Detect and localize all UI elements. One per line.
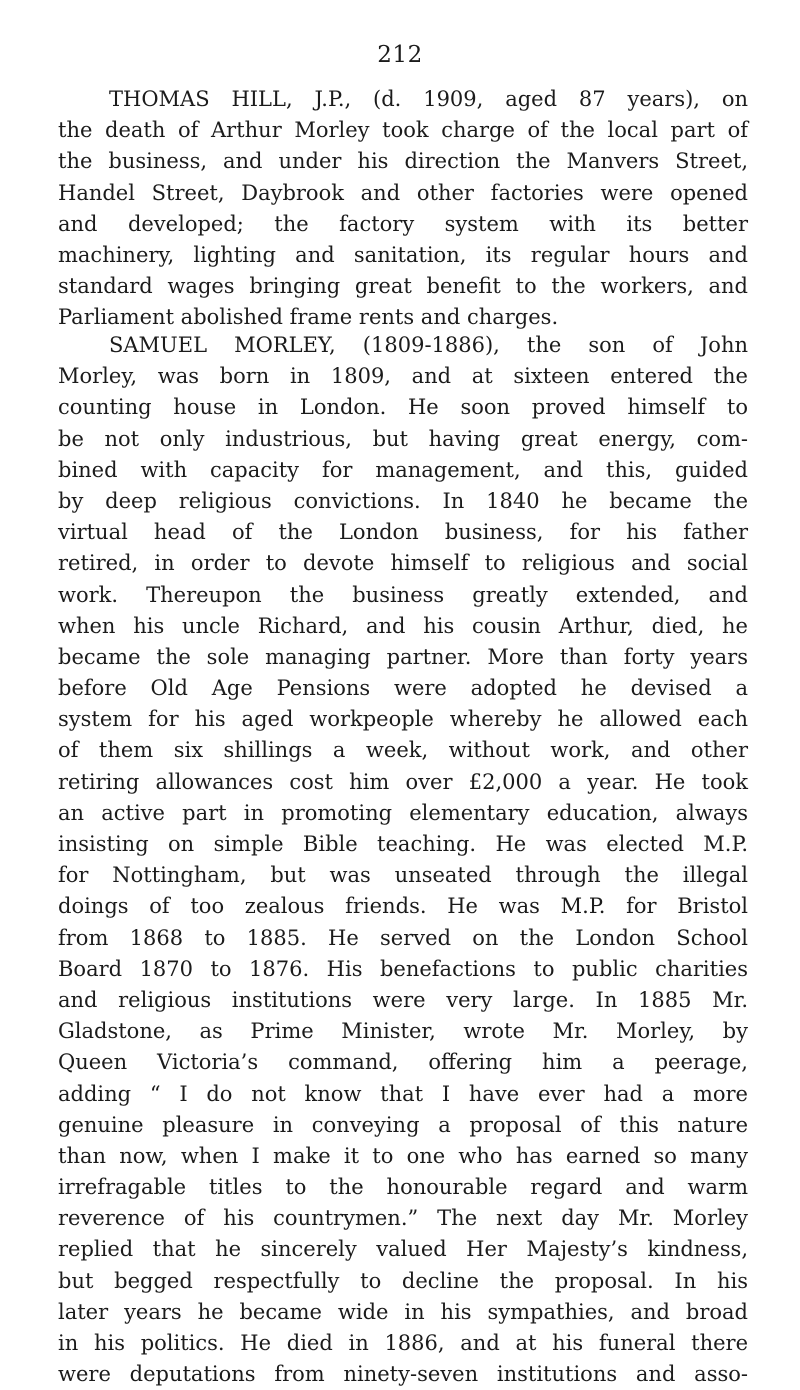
text-line: before Old Age Pensions were adopted he devised a [58, 676, 748, 701]
text-line: SAMUEL MORLEY, (1809-1886), the son of John [109, 333, 748, 357]
text-line: virtual head of the London business, for his father [58, 520, 748, 545]
text-line: bined with capacity for management, and this, guided [58, 457, 748, 482]
text-line: for Nottingham, but was unseated through the illegal [58, 863, 748, 888]
text-line: retiring allowances cost him over £2,000 a year. He took [58, 769, 748, 794]
text-line: insisting on simple Bible teaching. He was elected M.P. [58, 832, 748, 856]
text-line: by deep religious convictions. In 1840 he became the [58, 488, 748, 513]
text-line: THOMAS HILL, J.P., (d. 1909, aged 87 years), on [109, 87, 748, 111]
text-line: adding “ I do not know that I have ever had a more [58, 1081, 748, 1106]
text-line: later years he became wide in his sympathies, and broad [58, 1299, 748, 1324]
text-line: Gladstone, as Prime Minister, wrote Mr. Morley, by [58, 1019, 748, 1044]
text-line: the business, and under his direction the Manvers Street, [58, 149, 748, 174]
paragraph-thomas-hill [58, 84, 748, 334]
text-line: work. Thereupon the business greatly extended, and [58, 582, 748, 607]
text-line: an active part in promoting elementary education, always [58, 800, 748, 825]
text-line: Morley, was born in 1809, and at sixteen entered the [58, 364, 748, 389]
text-line: genuine pleasure in conveying a proposal of this nature [58, 1112, 748, 1137]
text-line: system for his aged workpeople whereby he allowed each [58, 707, 748, 732]
text-line: Handel Street, Daybrook and other factories were opened [58, 180, 748, 205]
text-line: irrefragable titles to the honourable regard and warm [58, 1175, 748, 1200]
text-line: became the sole managing partner. More than forty years [58, 644, 748, 669]
text-line: counting house in London. He soon proved himself to [58, 395, 748, 420]
text-line: replied that he sincerely valued Her Majesty’s kindness, [58, 1237, 748, 1262]
text-line: than now, when I make it to one who has earned so many [58, 1143, 748, 1168]
text-line: were deputations from ninety-seven institutions and asso- [58, 1362, 748, 1387]
text-line: in his politics. He died in 1886, and at his funeral there [58, 1331, 748, 1355]
text-line: from 1868 to 1885. He served on the London School [58, 925, 748, 950]
paragraph-samuel-morley [58, 330, 748, 1390]
text-line: of them six shillings a week, without work, and other [58, 738, 748, 763]
text-line: retired, in order to devote himself to religious and social [58, 551, 748, 576]
text-line: and developed; the factory system with its better [58, 211, 748, 236]
text-line: machinery, lighting and sanitation, its regular hours and [58, 242, 748, 267]
text-line: Queen Victoria’s command, offering him a peerage, [58, 1050, 748, 1075]
page-number: 212 [377, 42, 423, 68]
text-line: be not only industrious, but having great energy, com- [58, 426, 748, 451]
text-line: reverence of his countrymen.” The next day Mr. Morley [58, 1206, 748, 1231]
text-line: Board 1870 to 1876. His benefactions to public charities [58, 956, 748, 981]
text-line: standard wages bringing great benefit to the workers, and [58, 274, 748, 299]
text-line: Parliament abolished frame rents and charges. [58, 305, 559, 330]
text-line: but begged respectfully to decline the proposal. In his [58, 1268, 748, 1293]
text-line: when his uncle Richard, and his cousin Arthur, died, he [58, 613, 748, 638]
text-line: and religious institutions were very large. In 1885 Mr. [58, 987, 748, 1012]
text-line: the death of Arthur Morley took charge of the local part of [58, 118, 748, 143]
text-line: doings of too zealous friends. He was M.P. for Bristol [58, 894, 748, 919]
